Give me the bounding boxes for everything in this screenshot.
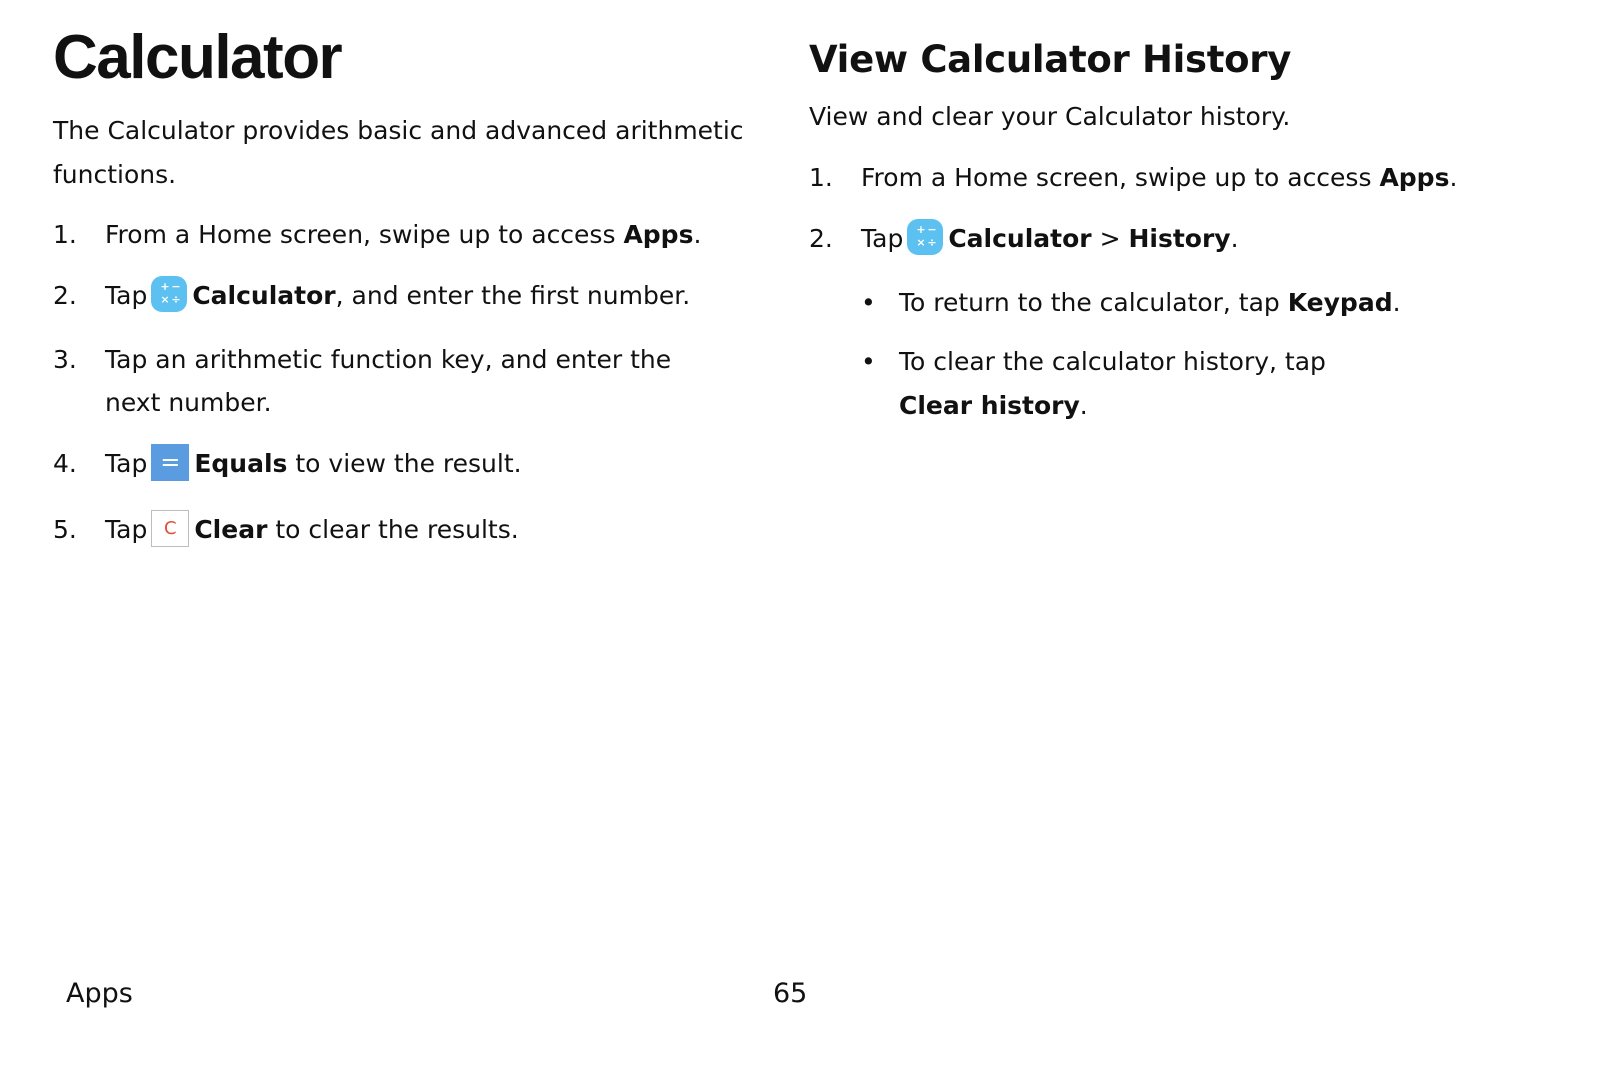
clear-key-icon: C [151,510,189,547]
calculator-app-icon: + − × ÷ [907,219,943,255]
calculator-app-icon: + − × ÷ [151,276,187,312]
page-title: Calculator [53,23,342,92]
section-title: View Calculator History [809,38,1292,81]
section-intro: View and clear your Calculator history. [809,102,1291,131]
intro-paragraph: The Calculator provides basic and advanced arithmetic functions. [53,116,744,189]
page-number: 65 [773,978,808,1009]
equals-key-icon: = [151,444,189,481]
footer-section-label: Apps [66,978,133,1009]
